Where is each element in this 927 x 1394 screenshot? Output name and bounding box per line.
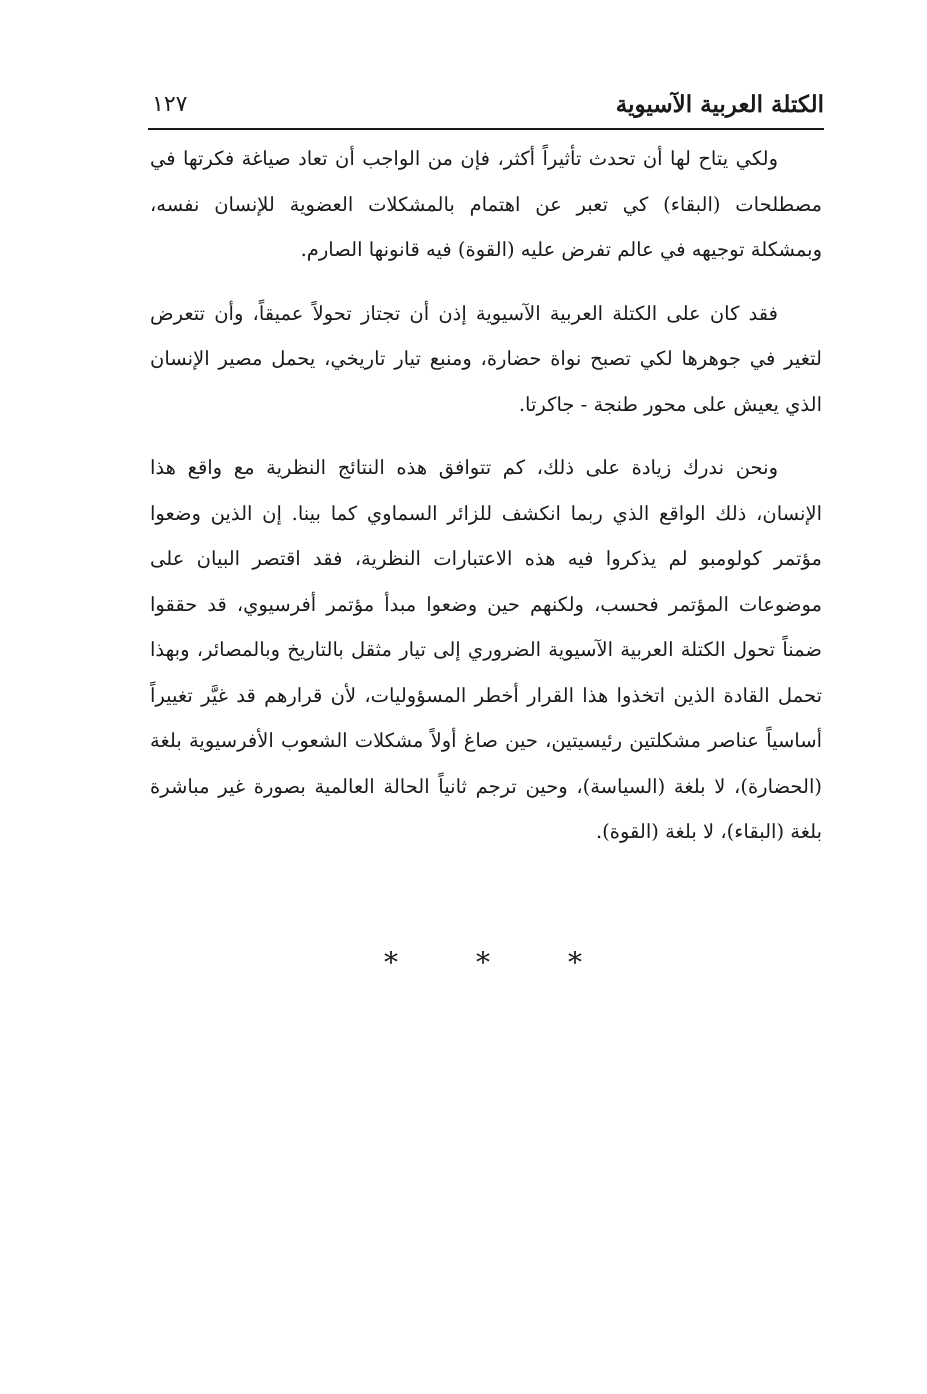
running-title: الكتلة العربية الآسيوية: [615, 91, 824, 118]
section-separator: [376, 948, 590, 978]
asterisk-ornament: *: [568, 946, 582, 979]
paragraph: فقد كان على الكتلة العربية الآسيوية إذن أن تجتاز تحولاً عميقاً، وأن تتعرض لتغير في جوهرها لكي تصبح نواة حضارة، ومنبع تيار تاريخي، يحمل مصير الإنسان الذي يعيش على محور طنجة - جاكرتا.: [150, 301, 822, 416]
paragraph: ونحن ندرك زيادة على ذلك، كم تتوافق هذه النتائج النظرية مع واقع هذا الإنسان، ذلك الواقع الذي ربما انكشف للزائر السماوي كما بينا. إن الذين وضعوا مؤتمر كولومبو لم يذكروا فيه هذه الاعتبارات النظرية، فقد اقتصر البيان على موضوعات المؤتمر فحسب، ولكنهم حين وضعوا مبدأ مؤتمر أفرسيوي، قد حققوا ضمناً تحول الكتلة العربية الآسيوية الضروري إلى تيار مثقل بالتاريخ وبالمصائر، وبهذا تحمل القادة الذين اتخذوا هذا القرار أخطر المسؤوليات، لأن قرارهم قد غيَّر تغييراً أساسياً عناصر مشكلتين رئيسيتين، حين صاغ أولاً مشكلات الشعوب الأفرسيوية بلغة (الحضارة)، لا بلغة (السياسة)، وحين ترجم ثانياً الحالة العالمية بصورة غير مباشرة بلغة (البقاء)، لا بلغة (القوة).: [150, 456, 822, 843]
asterisk-ornament: *: [476, 946, 490, 979]
asterisk-ornament: *: [384, 946, 398, 979]
body-text: [150, 136, 822, 873]
paragraph: ولكي يتاح لها أن تحدث تأثيراً أكثر، فإن من الواجب أن تعاد صياغة فكرتها في مصطلحات (البقاء) كي تعبر عن اهتمام بالمشكلات العضوية للإنسان نفسه، وبمشكلة توجيهه في عالم تفرض عليه (القوة) فيه قانونها الصارم.: [150, 147, 822, 261]
running-header: [148, 88, 824, 130]
page-number: ١٢٧: [152, 92, 188, 117]
